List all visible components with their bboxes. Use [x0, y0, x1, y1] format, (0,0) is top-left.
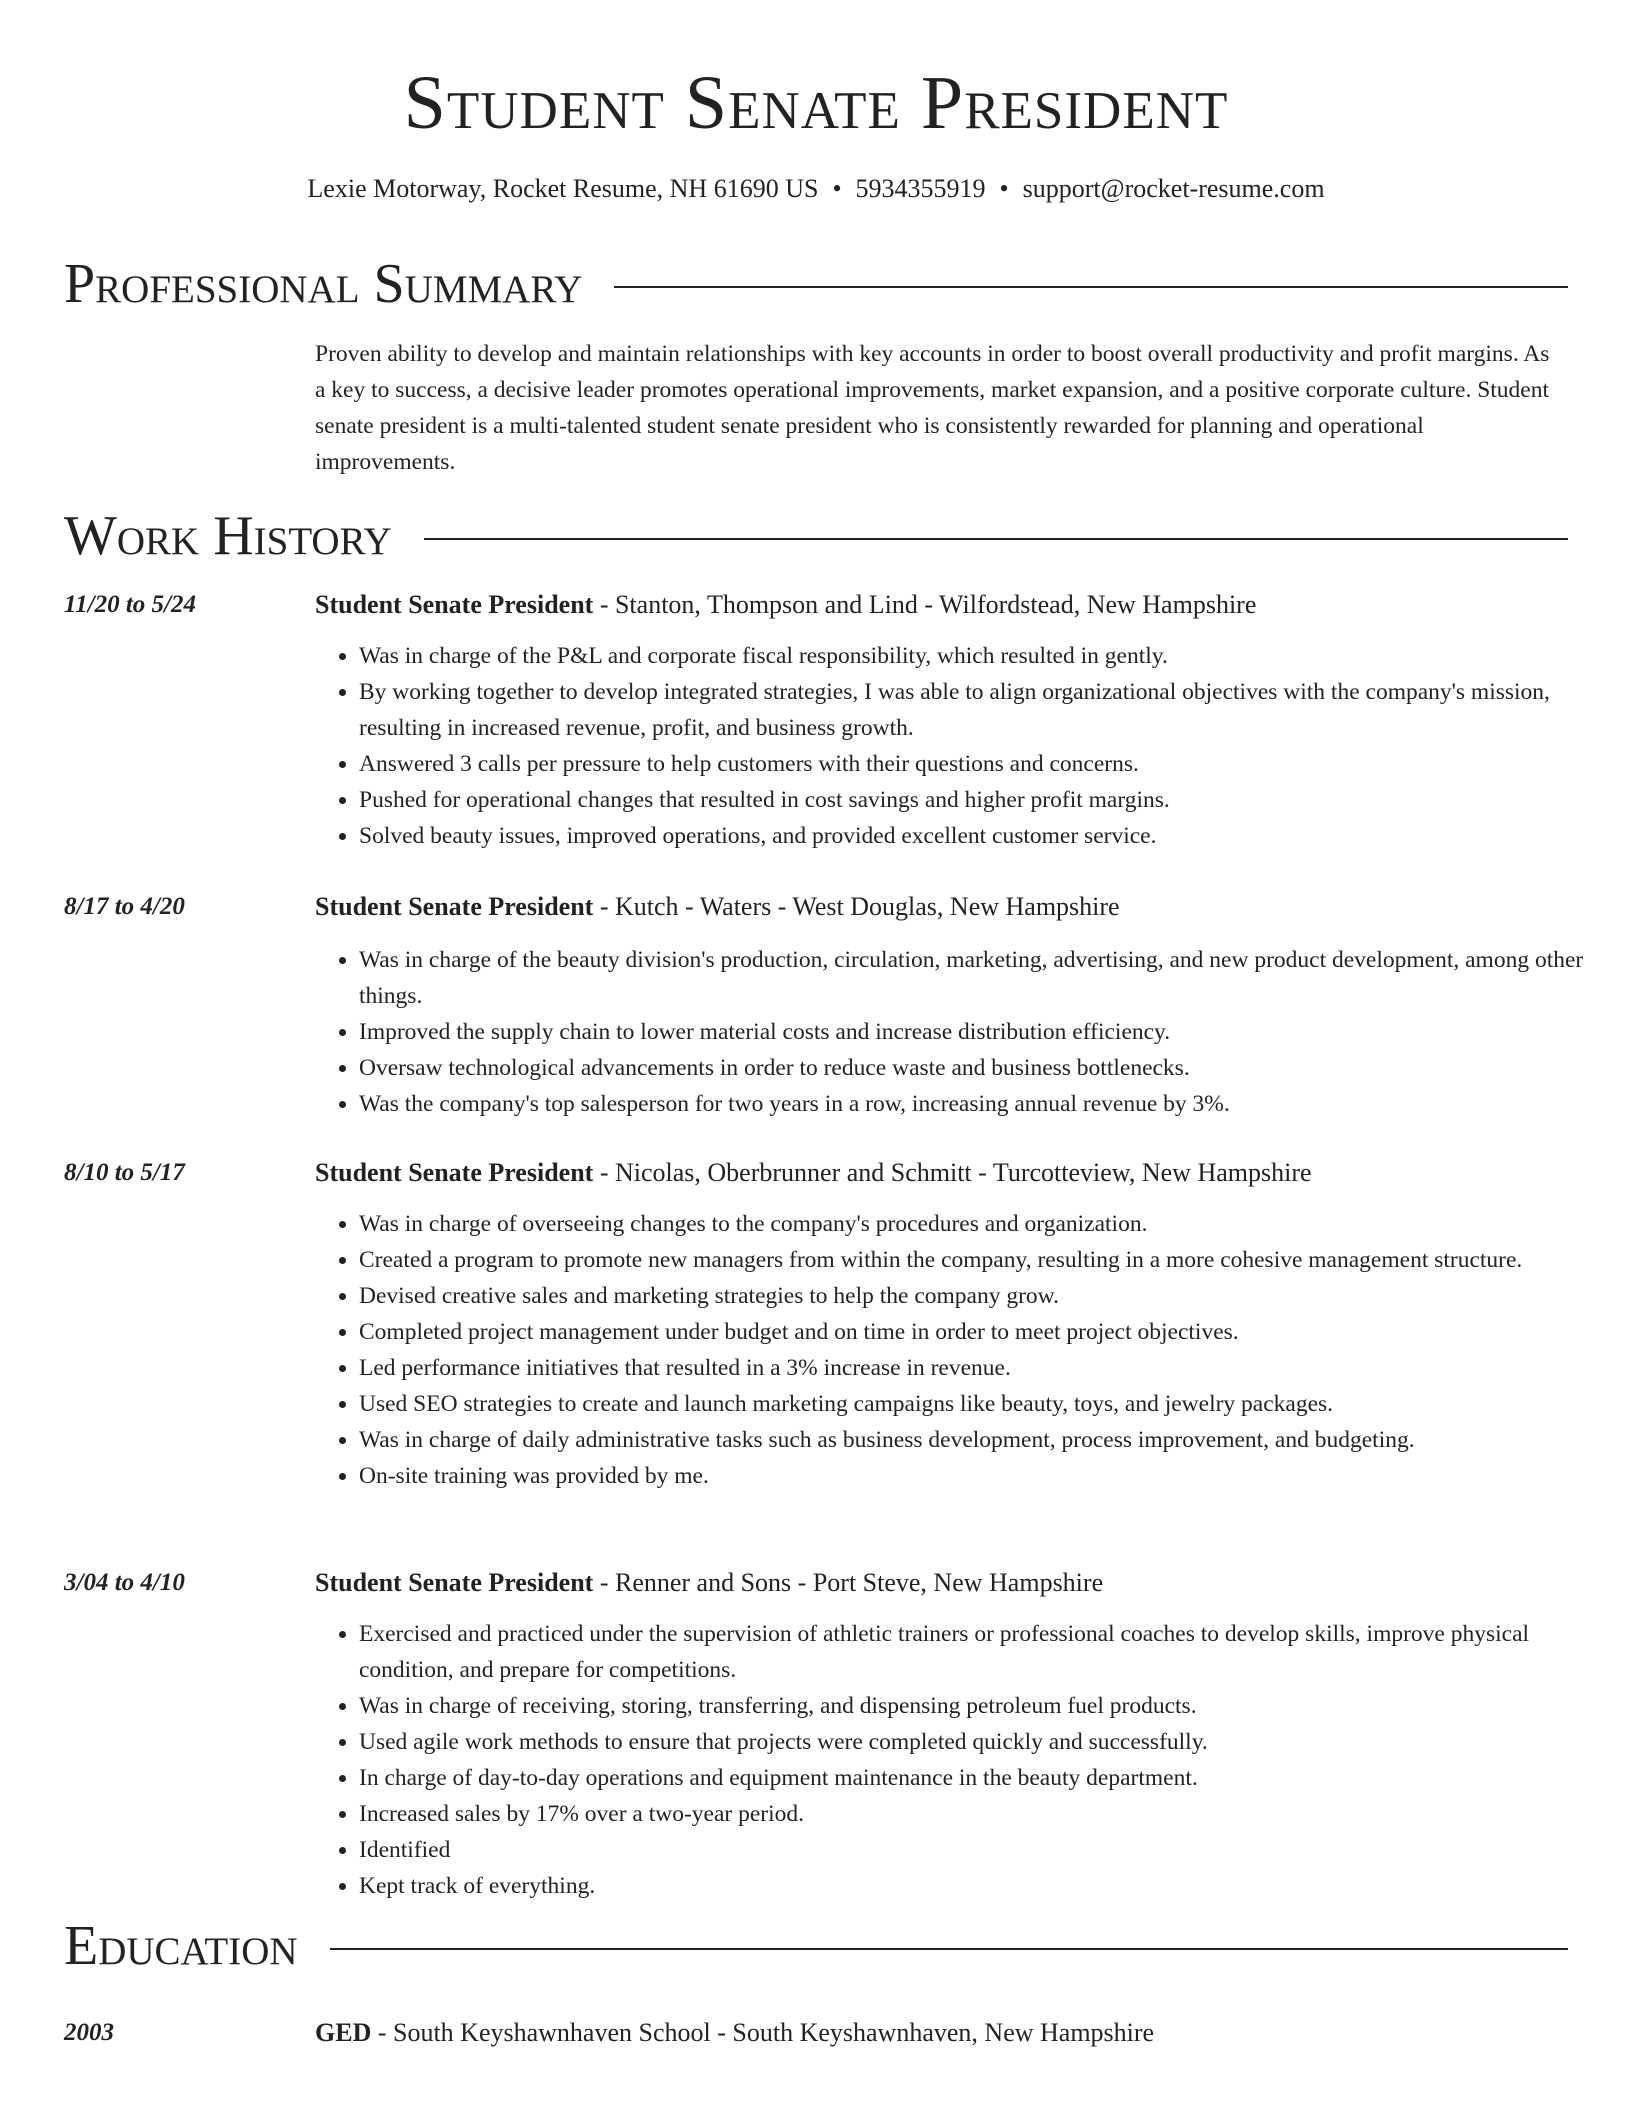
summary-text: Proven ability to develop and maintain relationships with key accounts in order to boost overall productivity and profit margins. As a key to success, a decisive leader promotes operational improvements, market expansion, and a positive corporate culture. Student senate president is a multi-talented student senate president who is consistently rewarded for planning and operational improvements. — [315, 341, 1550, 475]
education-degree: GED — [315, 2018, 372, 2047]
job-bullet: • Was in charge of overseeing changes to the company's procedures and organization. — [359, 1206, 1612, 1242]
job-bullets — [315, 1616, 1612, 1904]
job-bullets — [315, 638, 1612, 854]
job-title-line — [315, 1566, 1568, 1600]
job-bullets — [315, 1206, 1612, 1494]
summary-section-title: Professional Summary — [64, 253, 583, 315]
job-bullet: • Was the company's top salesperson for two years in a row, increasing annual revenue by 3%. — [359, 1086, 1612, 1122]
education-section-header — [64, 1914, 1568, 1978]
job-bullet: • Identified — [359, 1832, 1612, 1868]
contact-email: support@rocket-resume.com — [1022, 174, 1325, 203]
job-bullet: • Completed project management under budget and on time in order to meet project objectives. — [359, 1314, 1612, 1350]
job-bullet: • In charge of day-to-day operations and equipment maintenance in the beauty department. — [359, 1760, 1612, 1796]
job-dates: 8/10 to 5/17 — [64, 1159, 185, 1186]
job-role: Student Senate President — [315, 892, 594, 921]
education-title-line — [315, 2016, 1568, 2050]
job-bullet: • On-site training was provided by me. — [359, 1458, 1612, 1494]
education-school: - South Keyshawnhaven School - South Keyshawnhaven, New Hampshire — [371, 2018, 1155, 2047]
job-bullet: • Was in charge of the P&L and corporate fiscal responsibility, which resulted in gently. — [359, 638, 1612, 674]
job-bullet: • Exercised and practiced under the supervision of athletic trainers or professional coaches to develop skills, improve physical condition, and prepare for competitions. — [359, 1616, 1612, 1688]
work-section-title: Work History — [64, 505, 392, 567]
contact-separator: • — [999, 174, 1009, 203]
job-bullet: • Was in charge of receiving, storing, transferring, and dispensing petroleum fuel products. — [359, 1688, 1612, 1724]
section-divider — [330, 1948, 1568, 1950]
job-bullets — [315, 942, 1612, 1122]
job-bullet: • Used agile work methods to ensure that projects were completed quickly and successfully. — [359, 1724, 1612, 1760]
job-bullet: • Solved beauty issues, improved operations, and provided excellent customer service. — [359, 818, 1612, 854]
job-title-line — [315, 588, 1568, 622]
job-employer: - Stanton, Thompson and Lind - Wilfordstead, New Hampshire — [593, 590, 1257, 619]
job-bullet: • Pushed for operational changes that resulted in cost savings and higher profit margins. — [359, 782, 1612, 818]
job-bullet: • Oversaw technological advancements in order to reduce waste and business bottlenecks. — [359, 1050, 1612, 1086]
candidate-name: Student Senate President — [403, 61, 1229, 145]
job-bullet: • Was in charge of the beauty division's production, circulation, marketing, advertising, and new product development, among other things. — [359, 942, 1612, 1014]
contact-line — [0, 172, 1632, 206]
job-role: Student Senate President — [315, 1568, 594, 1597]
job-dates: 8/17 to 4/20 — [64, 893, 185, 920]
education-year: 2003 — [64, 2019, 114, 2046]
contact-phone: 5934355919 — [855, 174, 986, 203]
job-employer: - Kutch - Waters - West Douglas, New Hampshire — [593, 892, 1120, 921]
job-role: Student Senate President — [315, 590, 594, 619]
job-employer: - Renner and Sons - Port Steve, New Hampshire — [593, 1568, 1104, 1597]
job-dates: 11/20 to 5/24 — [64, 591, 196, 618]
work-section-header — [64, 504, 1568, 568]
job-bullet: • Increased sales by 17% over a two-year period. — [359, 1796, 1612, 1832]
job-bullet: • Used SEO strategies to create and launch marketing campaigns like beauty, toys, and jewelry packages. — [359, 1386, 1612, 1422]
job-title-line — [315, 1156, 1568, 1190]
job-bullet: • Improved the supply chain to lower material costs and increase distribution efficiency. — [359, 1014, 1612, 1050]
job-bullet: • Devised creative sales and marketing strategies to help the company grow. — [359, 1278, 1612, 1314]
job-bullet: • Created a program to promote new managers from within the company, resulting in a more cohesive management structure. — [359, 1242, 1612, 1278]
contact-separator: • — [832, 174, 842, 203]
job-employer: - Nicolas, Oberbrunner and Schmitt - Turcotteview, New Hampshire — [593, 1158, 1312, 1187]
contact-address: Lexie Motorway, Rocket Resume, NH 61690 US — [307, 174, 819, 203]
job-title-line — [315, 890, 1568, 924]
job-dates: 3/04 to 4/10 — [64, 1569, 185, 1596]
job-bullet: • Led performance initiatives that resulted in a 3% increase in revenue. — [359, 1350, 1612, 1386]
section-divider — [424, 538, 1568, 540]
job-bullet: • Was in charge of daily administrative tasks such as business development, process improvement, and budgeting. — [359, 1422, 1612, 1458]
job-bullet: • By working together to develop integrated strategies, I was able to align organizational objectives with the company's mission, resulting in increased revenue, profit, and business growth. — [359, 674, 1612, 746]
job-bullet: • Answered 3 calls per pressure to help customers with their questions and concerns. — [359, 746, 1612, 782]
summary-section-header — [64, 252, 1568, 316]
section-divider — [614, 286, 1568, 288]
education-section-title: Education — [64, 1915, 298, 1977]
job-bullet: • Kept track of everything. — [359, 1868, 1612, 1904]
job-role: Student Senate President — [315, 1158, 594, 1187]
